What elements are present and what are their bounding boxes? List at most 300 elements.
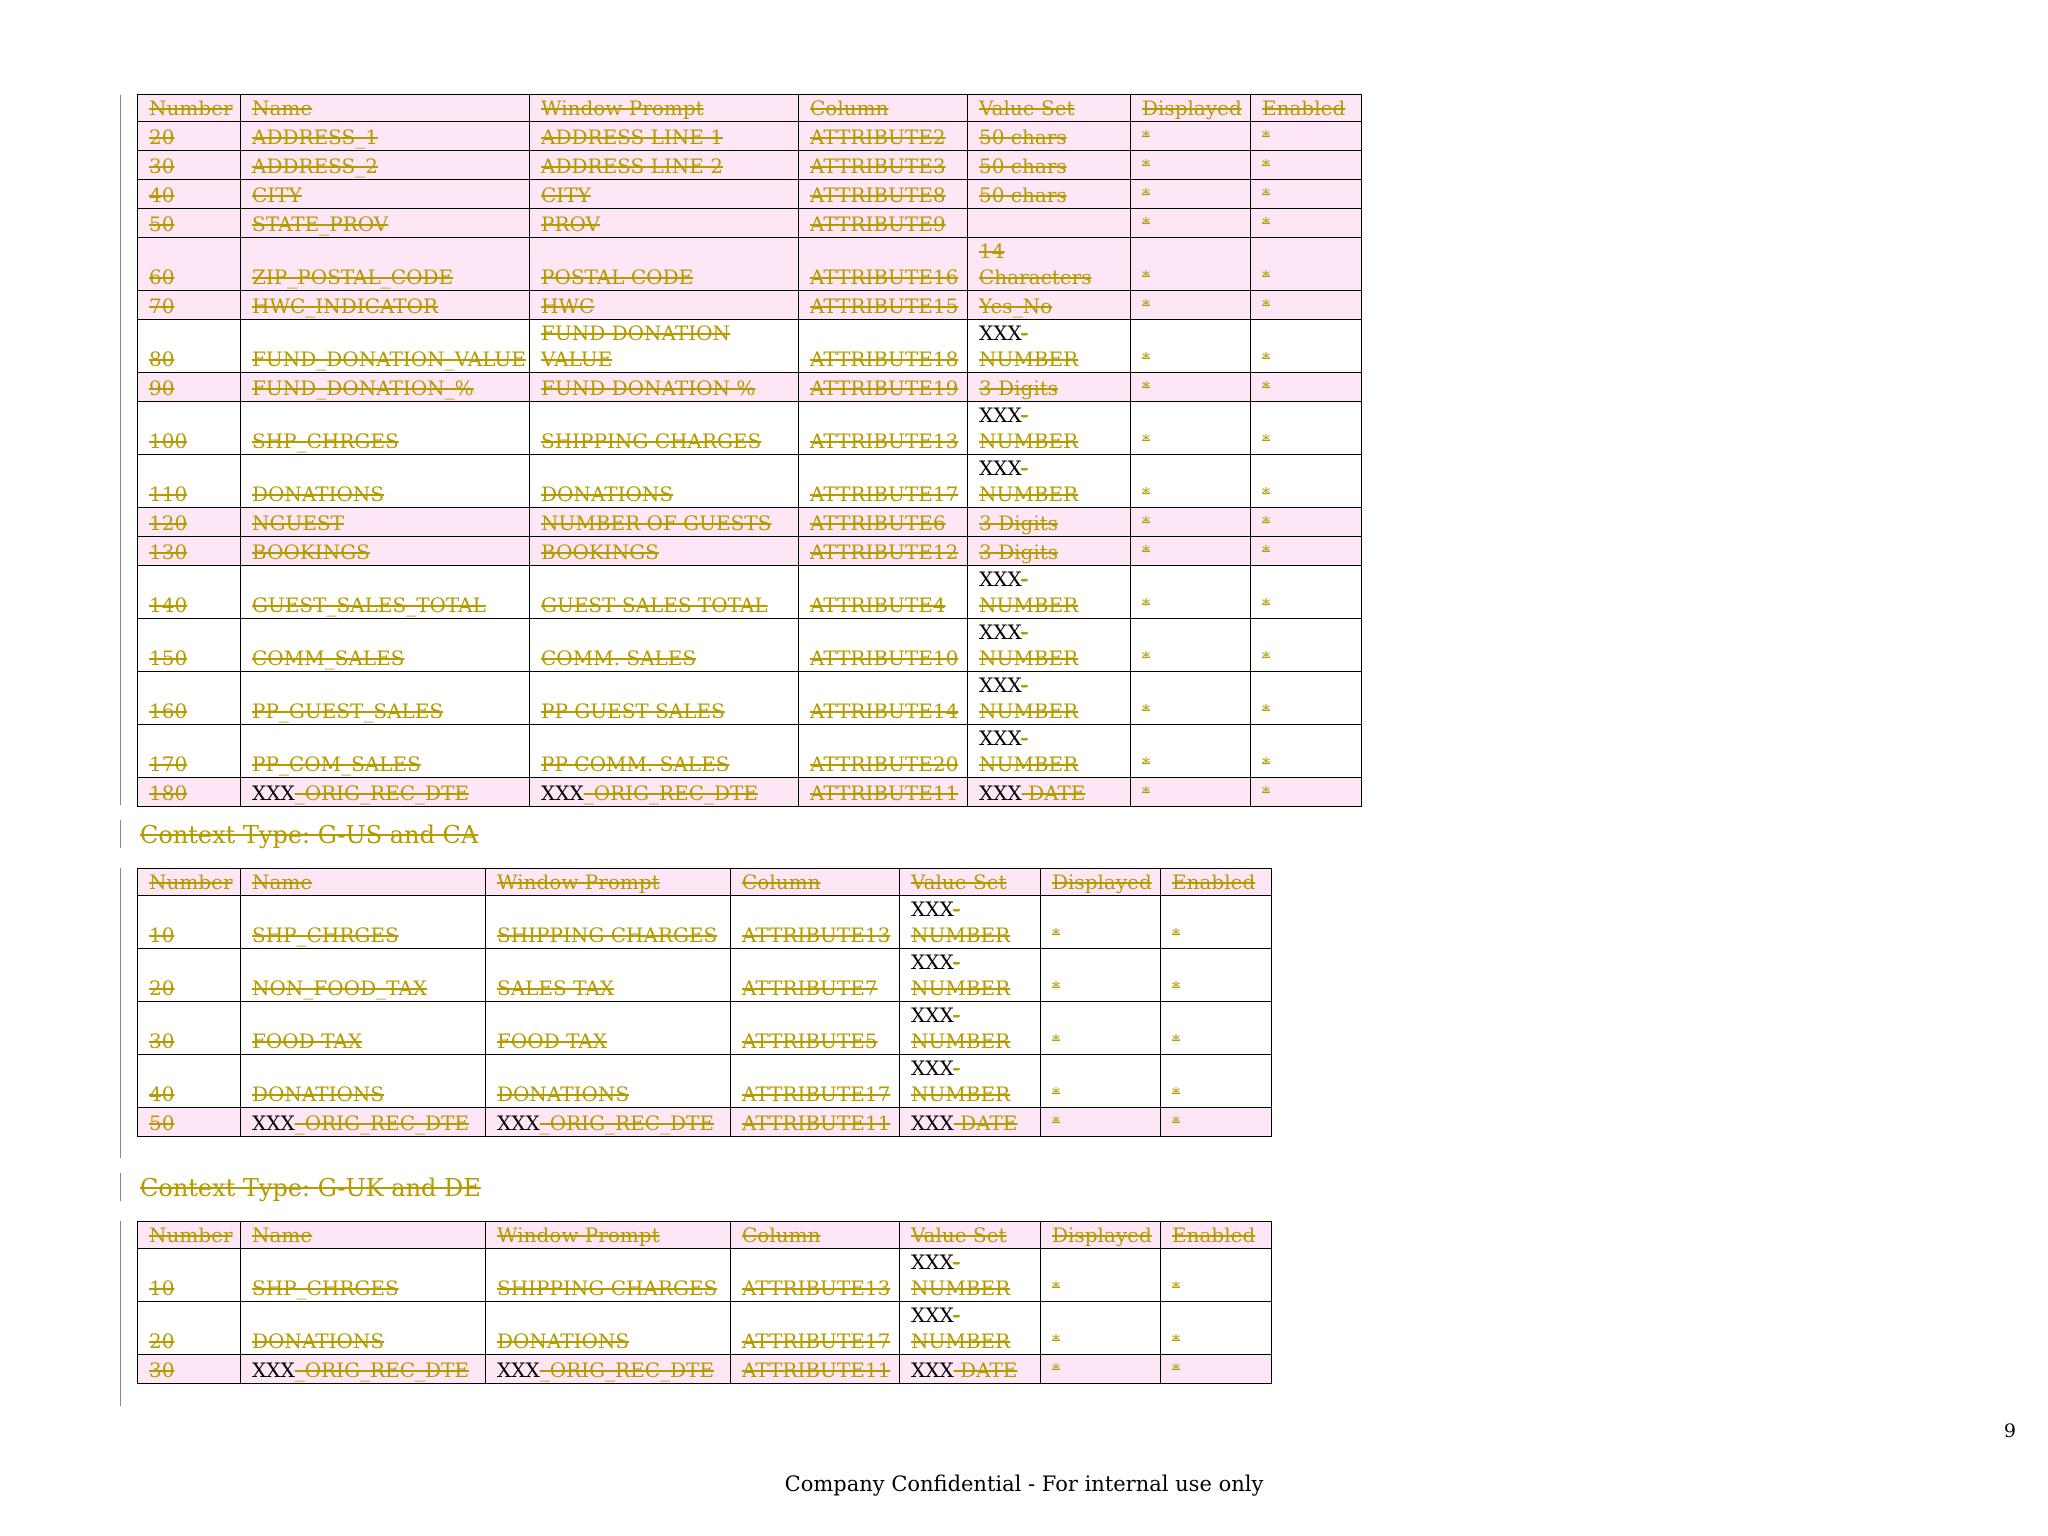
value-set-value: 50 chars — [979, 183, 1067, 207]
name-value: PP_COM_SALES — [252, 752, 421, 776]
name-value: SHP_CHRGES — [252, 429, 399, 453]
column-value: ATTRIBUTE13 — [742, 923, 891, 947]
header-enabled: Enabled — [1251, 95, 1362, 122]
cell-name — [241, 672, 530, 725]
column-value: ATTRIBUTE9 — [810, 212, 946, 236]
value-set-value: Yes_No — [979, 294, 1053, 318]
value-set-inserted: XXX — [979, 673, 1022, 697]
prompt-value: FUND DONATION VALUE — [541, 321, 731, 371]
header-name: Name — [241, 1222, 486, 1249]
cell-window-prompt — [530, 373, 799, 402]
cell-displayed — [1131, 320, 1251, 373]
column-value: ATTRIBUTE14 — [810, 699, 959, 723]
cell-value-set — [968, 209, 1131, 238]
enabled-star: * — [1172, 1331, 1180, 1350]
cell-column — [731, 949, 900, 1002]
value-set-deleted: DATE — [953, 1358, 1018, 1382]
cell-enabled — [1251, 537, 1362, 566]
number-value: 40 — [149, 1082, 175, 1106]
cell-name — [241, 151, 530, 180]
cell-column — [731, 1055, 900, 1108]
cell-name — [241, 1002, 486, 1055]
header-number: Number — [138, 869, 241, 896]
column-value: ATTRIBUTE2 — [810, 125, 946, 149]
prompt-inserted: XXX — [497, 1111, 540, 1135]
cell-column — [799, 402, 968, 455]
column-value: ATTRIBUTE19 — [810, 376, 959, 400]
cell-value-set — [968, 566, 1131, 619]
value-set-inserted: XXX — [979, 403, 1022, 427]
cell-column — [799, 373, 968, 402]
cell-name — [241, 1302, 486, 1355]
displayed-star: * — [1142, 214, 1150, 233]
cell-number — [138, 209, 241, 238]
prompt-deleted: _ORIG_REC_DTE — [539, 1111, 714, 1135]
cell-value-set — [968, 619, 1131, 672]
displayed-star: * — [1052, 1113, 1060, 1132]
value-set-deleted: NUMBER — [979, 482, 1079, 506]
column-value: ATTRIBUTE17 — [742, 1082, 891, 1106]
value-set-hyphen: - — [1021, 673, 1028, 697]
cell-column — [731, 1355, 900, 1384]
table-header-row — [138, 869, 1272, 896]
name-value: DONATIONS — [252, 1082, 385, 1106]
table-body — [138, 95, 1362, 807]
cell-window-prompt — [486, 1249, 731, 1302]
cell-enabled — [1161, 896, 1272, 949]
cell-displayed — [1131, 122, 1251, 151]
header-column: Column — [799, 95, 968, 122]
value-set-hyphen: - — [953, 1003, 960, 1027]
table-row — [138, 151, 1362, 180]
cell-displayed — [1131, 455, 1251, 508]
prompt-value: NUMBER OF GUESTS — [541, 511, 772, 535]
table-row — [138, 373, 1362, 402]
displayed-star: * — [1142, 296, 1150, 315]
value-set-value: 3 Digits — [979, 511, 1059, 535]
cell-enabled — [1161, 1108, 1272, 1137]
cell-value-set — [968, 238, 1131, 291]
name-value: ADDRESS_2 — [252, 154, 378, 178]
cell-enabled — [1161, 1302, 1272, 1355]
cell-window-prompt — [530, 778, 799, 807]
cell-value-set — [900, 1108, 1041, 1137]
displayed-star: * — [1142, 431, 1150, 450]
cell-value-set — [968, 180, 1131, 209]
cell-window-prompt — [486, 1355, 731, 1384]
column-value: ATTRIBUTE6 — [810, 511, 946, 535]
value-set-deleted: NUMBER — [979, 593, 1079, 617]
value-set-inserted: XXX — [911, 897, 954, 921]
cell-window-prompt — [530, 537, 799, 566]
cell-column — [799, 455, 968, 508]
cell-number — [138, 180, 241, 209]
cell-column — [799, 209, 968, 238]
number-value: 50 — [149, 1111, 175, 1135]
cell-enabled — [1251, 122, 1362, 151]
cell-value-set — [968, 291, 1131, 320]
cell-enabled — [1251, 209, 1362, 238]
number-value: 170 — [149, 752, 188, 776]
name-value: NGUEST — [252, 511, 344, 535]
cell-value-set — [900, 896, 1041, 949]
enabled-star: * — [1262, 648, 1270, 667]
cell-value-set — [900, 1355, 1041, 1384]
value-set-hyphen: - — [953, 897, 960, 921]
cell-number — [138, 949, 241, 1002]
table-row — [138, 672, 1362, 725]
prompt-value: FUND DONATION % — [541, 376, 756, 400]
column-value: ATTRIBUTE4 — [810, 593, 946, 617]
table-row — [138, 122, 1362, 151]
cell-column — [799, 291, 968, 320]
cell-displayed — [1131, 238, 1251, 291]
cell-enabled — [1161, 1355, 1272, 1384]
prompt-value: PP GUEST SALES — [541, 699, 725, 723]
value-set-hyphen: - — [953, 950, 960, 974]
context-heading-uk-de: Context Type: G-UK and DE — [140, 1174, 481, 1202]
cell-enabled — [1251, 238, 1362, 291]
cell-column — [799, 725, 968, 778]
cell-number — [138, 151, 241, 180]
column-value: ATTRIBUTE7 — [742, 976, 878, 1000]
cell-window-prompt — [486, 896, 731, 949]
header-displayed: Displayed — [1131, 95, 1251, 122]
cell-value-set — [968, 725, 1131, 778]
cell-column — [799, 537, 968, 566]
name-value: FUND_DONATION_VALUE — [252, 347, 526, 371]
table-row — [138, 320, 1362, 373]
descriptive-flexfield-table — [137, 94, 1362, 807]
enabled-star: * — [1262, 267, 1270, 286]
cell-value-set — [968, 537, 1131, 566]
cell-window-prompt — [530, 291, 799, 320]
enabled-star: * — [1172, 1278, 1180, 1297]
value-set-hyphen: - — [953, 1303, 960, 1327]
descriptive-flexfield-table — [137, 1221, 1272, 1384]
header-window-prompt: Window Prompt — [486, 869, 731, 896]
column-value: ATTRIBUTE15 — [810, 294, 959, 318]
enabled-star: * — [1262, 484, 1270, 503]
cell-number — [138, 619, 241, 672]
cell-number — [138, 537, 241, 566]
enabled-star: * — [1172, 1031, 1180, 1050]
table-row — [138, 402, 1362, 455]
cell-value-set — [900, 949, 1041, 1002]
column-value: ATTRIBUTE17 — [810, 482, 959, 506]
prompt-inserted: XXX — [541, 781, 584, 805]
prompt-value: SHIPPING CHARGES — [497, 1276, 718, 1300]
value-set-inserted: XXX — [979, 321, 1022, 345]
prompt-deleted: _ORIG_REC_DTE — [539, 1358, 714, 1382]
cell-number — [138, 725, 241, 778]
table-row — [138, 238, 1362, 291]
enabled-star: * — [1262, 754, 1270, 773]
enabled-star: * — [1262, 701, 1270, 720]
number-value: 40 — [149, 183, 175, 207]
cell-value-set — [968, 151, 1131, 180]
cell-window-prompt — [530, 151, 799, 180]
cell-displayed — [1041, 896, 1161, 949]
cell-displayed — [1131, 619, 1251, 672]
cell-column — [731, 1249, 900, 1302]
table-row — [138, 455, 1362, 508]
change-bar — [120, 95, 121, 805]
number-value: 110 — [149, 482, 188, 506]
cell-window-prompt — [530, 508, 799, 537]
cell-displayed — [1131, 778, 1251, 807]
value-set-inserted: XXX — [979, 567, 1022, 591]
prompt-value: DONATIONS — [497, 1082, 630, 1106]
change-bar — [120, 1173, 121, 1201]
enabled-star: * — [1262, 296, 1270, 315]
table-row — [138, 1249, 1272, 1302]
table-row — [138, 508, 1362, 537]
name-inserted: XXX — [252, 1358, 295, 1382]
value-set-inserted: XXX — [911, 1358, 954, 1382]
cell-window-prompt — [486, 1108, 731, 1137]
column-value: ATTRIBUTE11 — [742, 1358, 891, 1382]
value-set-hyphen: - — [1021, 403, 1028, 427]
prompt-value: BOOKINGS — [541, 540, 659, 564]
table-header-row — [138, 1222, 1272, 1249]
value-set-inserted: XXX — [911, 1303, 954, 1327]
cell-name — [241, 725, 530, 778]
prompt-value: POSTAL CODE — [541, 265, 694, 289]
cell-name — [241, 291, 530, 320]
cell-column — [799, 238, 968, 291]
value-set-value: 3 Digits — [979, 540, 1059, 564]
prompt-value: FOOD TAX — [497, 1029, 607, 1053]
cell-name — [241, 1108, 486, 1137]
enabled-star: * — [1262, 431, 1270, 450]
displayed-star: * — [1142, 156, 1150, 175]
prompt-value: PP COMM. SALES — [541, 752, 730, 776]
number-value: 10 — [149, 923, 175, 947]
cell-window-prompt — [530, 180, 799, 209]
page-number: 9 — [2003, 1420, 2016, 1442]
cell-window-prompt — [530, 122, 799, 151]
column-value: ATTRIBUTE13 — [810, 429, 959, 453]
enabled-star: * — [1262, 349, 1270, 368]
change-bar — [120, 868, 121, 1158]
value-set-value: 14 Characters — [979, 239, 1092, 289]
cell-value-set — [968, 373, 1131, 402]
header-name: Name — [241, 869, 486, 896]
value-set-inserted: XXX — [911, 1250, 954, 1274]
cell-window-prompt — [486, 1002, 731, 1055]
cell-window-prompt — [530, 566, 799, 619]
displayed-star: * — [1142, 349, 1150, 368]
cell-name — [241, 455, 530, 508]
value-set-deleted: NUMBER — [979, 429, 1079, 453]
number-value: 50 — [149, 212, 175, 236]
cell-column — [799, 619, 968, 672]
footer-confidential: Company Confidential - For internal use only — [784, 1472, 1264, 1496]
cell-name — [241, 402, 530, 455]
cell-enabled — [1251, 180, 1362, 209]
cell-number — [138, 1249, 241, 1302]
column-value: ATTRIBUTE5 — [742, 1029, 878, 1053]
cell-displayed — [1041, 1249, 1161, 1302]
cell-value-set — [968, 778, 1131, 807]
cell-number — [138, 1055, 241, 1108]
prompt-value: SALES TAX — [497, 976, 615, 1000]
enabled-star: * — [1172, 1084, 1180, 1103]
cell-enabled — [1251, 508, 1362, 537]
context-heading-us-ca: Context Type: G-US and CA — [140, 821, 479, 849]
name-inserted: XXX — [252, 781, 295, 805]
name-value: FUND_DONATION_% — [252, 376, 474, 400]
value-set-value: 3 Digits — [979, 376, 1059, 400]
cell-displayed — [1041, 1355, 1161, 1384]
value-set-hyphen: - — [953, 1250, 960, 1274]
column-value: ATTRIBUTE18 — [810, 347, 959, 371]
header-enabled: Enabled — [1161, 869, 1272, 896]
displayed-star: * — [1142, 484, 1150, 503]
cell-window-prompt — [530, 725, 799, 778]
value-set-inserted: XXX — [979, 456, 1022, 480]
name-value: BOOKINGS — [252, 540, 370, 564]
value-set-deleted: NUMBER — [911, 1082, 1011, 1106]
enabled-star: * — [1172, 978, 1180, 997]
value-set-hyphen: - — [953, 1056, 960, 1080]
enabled-star: * — [1262, 595, 1270, 614]
cell-column — [799, 508, 968, 537]
name-value: PP_GUEST_SALES — [252, 699, 444, 723]
column-value: ATTRIBUTE20 — [810, 752, 959, 776]
table-row — [138, 896, 1272, 949]
header-enabled: Enabled — [1161, 1222, 1272, 1249]
displayed-star: * — [1142, 542, 1150, 561]
value-set-deleted: NUMBER — [911, 923, 1011, 947]
cell-number — [138, 508, 241, 537]
table-row — [138, 180, 1362, 209]
cell-name — [241, 619, 530, 672]
table-row — [138, 1055, 1272, 1108]
cell-column — [799, 566, 968, 619]
cell-window-prompt — [530, 672, 799, 725]
enabled-star: * — [1262, 156, 1270, 175]
enabled-star: * — [1262, 513, 1270, 532]
value-set-hyphen: - — [1021, 726, 1028, 750]
cell-name — [241, 508, 530, 537]
value-set-hyphen: - — [1021, 456, 1028, 480]
cell-column — [731, 1002, 900, 1055]
cell-name — [241, 1249, 486, 1302]
cell-displayed — [1041, 1302, 1161, 1355]
name-value: ADDRESS_1 — [252, 125, 378, 149]
cell-enabled — [1251, 402, 1362, 455]
displayed-star: * — [1052, 1031, 1060, 1050]
cell-displayed — [1131, 537, 1251, 566]
enabled-star: * — [1262, 185, 1270, 204]
header-window-prompt: Window Prompt — [530, 95, 799, 122]
prompt-value: DONATIONS — [541, 482, 674, 506]
cell-value-set — [900, 1002, 1041, 1055]
value-set-deleted: NUMBER — [911, 1329, 1011, 1353]
enabled-star: * — [1262, 378, 1270, 397]
number-value: 140 — [149, 593, 188, 617]
header-number: Number — [138, 95, 241, 122]
prompt-value: ADDRESS LINE 2 — [541, 154, 723, 178]
column-value: ATTRIBUTE11 — [810, 781, 959, 805]
name-deleted: _ORIG_REC_DTE — [294, 781, 469, 805]
displayed-star: * — [1142, 595, 1150, 614]
displayed-star: * — [1142, 127, 1150, 146]
column-value: ATTRIBUTE16 — [810, 265, 959, 289]
header-window-prompt: Window Prompt — [486, 1222, 731, 1249]
cell-name — [241, 122, 530, 151]
value-set-deleted: NUMBER — [979, 699, 1079, 723]
cell-window-prompt — [530, 238, 799, 291]
change-bar — [120, 820, 121, 848]
cell-window-prompt — [530, 402, 799, 455]
number-value: 10 — [149, 1276, 175, 1300]
cell-name — [241, 180, 530, 209]
column-value: ATTRIBUTE11 — [742, 1111, 891, 1135]
cell-window-prompt — [486, 1302, 731, 1355]
cell-name — [241, 896, 486, 949]
table-row — [138, 949, 1272, 1002]
value-set-value: 50 chars — [979, 125, 1067, 149]
number-value: 20 — [149, 1329, 175, 1353]
cell-enabled — [1251, 291, 1362, 320]
prompt-value: SHIPPING CHARGES — [541, 429, 762, 453]
enabled-star: * — [1262, 214, 1270, 233]
enabled-star: * — [1262, 127, 1270, 146]
cell-number — [138, 373, 241, 402]
cell-window-prompt — [530, 619, 799, 672]
name-value: HWC_INDICATOR — [252, 294, 439, 318]
column-value: ATTRIBUTE3 — [810, 154, 946, 178]
cell-column — [731, 1302, 900, 1355]
cell-value-set — [968, 672, 1131, 725]
header-value-set: Value Set — [900, 869, 1041, 896]
cell-value-set — [968, 122, 1131, 151]
table-row — [138, 566, 1362, 619]
prompt-value: ADDRESS LINE 1 — [541, 125, 723, 149]
number-value: 90 — [149, 376, 175, 400]
value-set-inserted: XXX — [911, 950, 954, 974]
cell-column — [799, 320, 968, 373]
name-value: NON_FOOD_TAX — [252, 976, 428, 1000]
cell-displayed — [1131, 291, 1251, 320]
cell-window-prompt — [530, 455, 799, 508]
cell-name — [241, 373, 530, 402]
prompt-value: SHIPPING CHARGES — [497, 923, 718, 947]
cell-window-prompt — [486, 1055, 731, 1108]
number-value: 20 — [149, 125, 175, 149]
value-set-inserted: XXX — [979, 726, 1022, 750]
header-column: Column — [731, 1222, 900, 1249]
column-value: ATTRIBUTE8 — [810, 183, 946, 207]
column-value: ATTRIBUTE17 — [742, 1329, 891, 1353]
displayed-star: * — [1142, 185, 1150, 204]
cell-enabled — [1161, 949, 1272, 1002]
cell-name — [241, 566, 530, 619]
number-value: 160 — [149, 699, 188, 723]
cell-value-set — [968, 320, 1131, 373]
cell-enabled — [1161, 1055, 1272, 1108]
cell-number — [138, 1002, 241, 1055]
value-set-inserted: XXX — [979, 781, 1022, 805]
cell-number — [138, 238, 241, 291]
cell-window-prompt — [486, 949, 731, 1002]
value-set-inserted: XXX — [911, 1003, 954, 1027]
value-set-inserted: XXX — [979, 620, 1022, 644]
displayed-star: * — [1052, 1278, 1060, 1297]
